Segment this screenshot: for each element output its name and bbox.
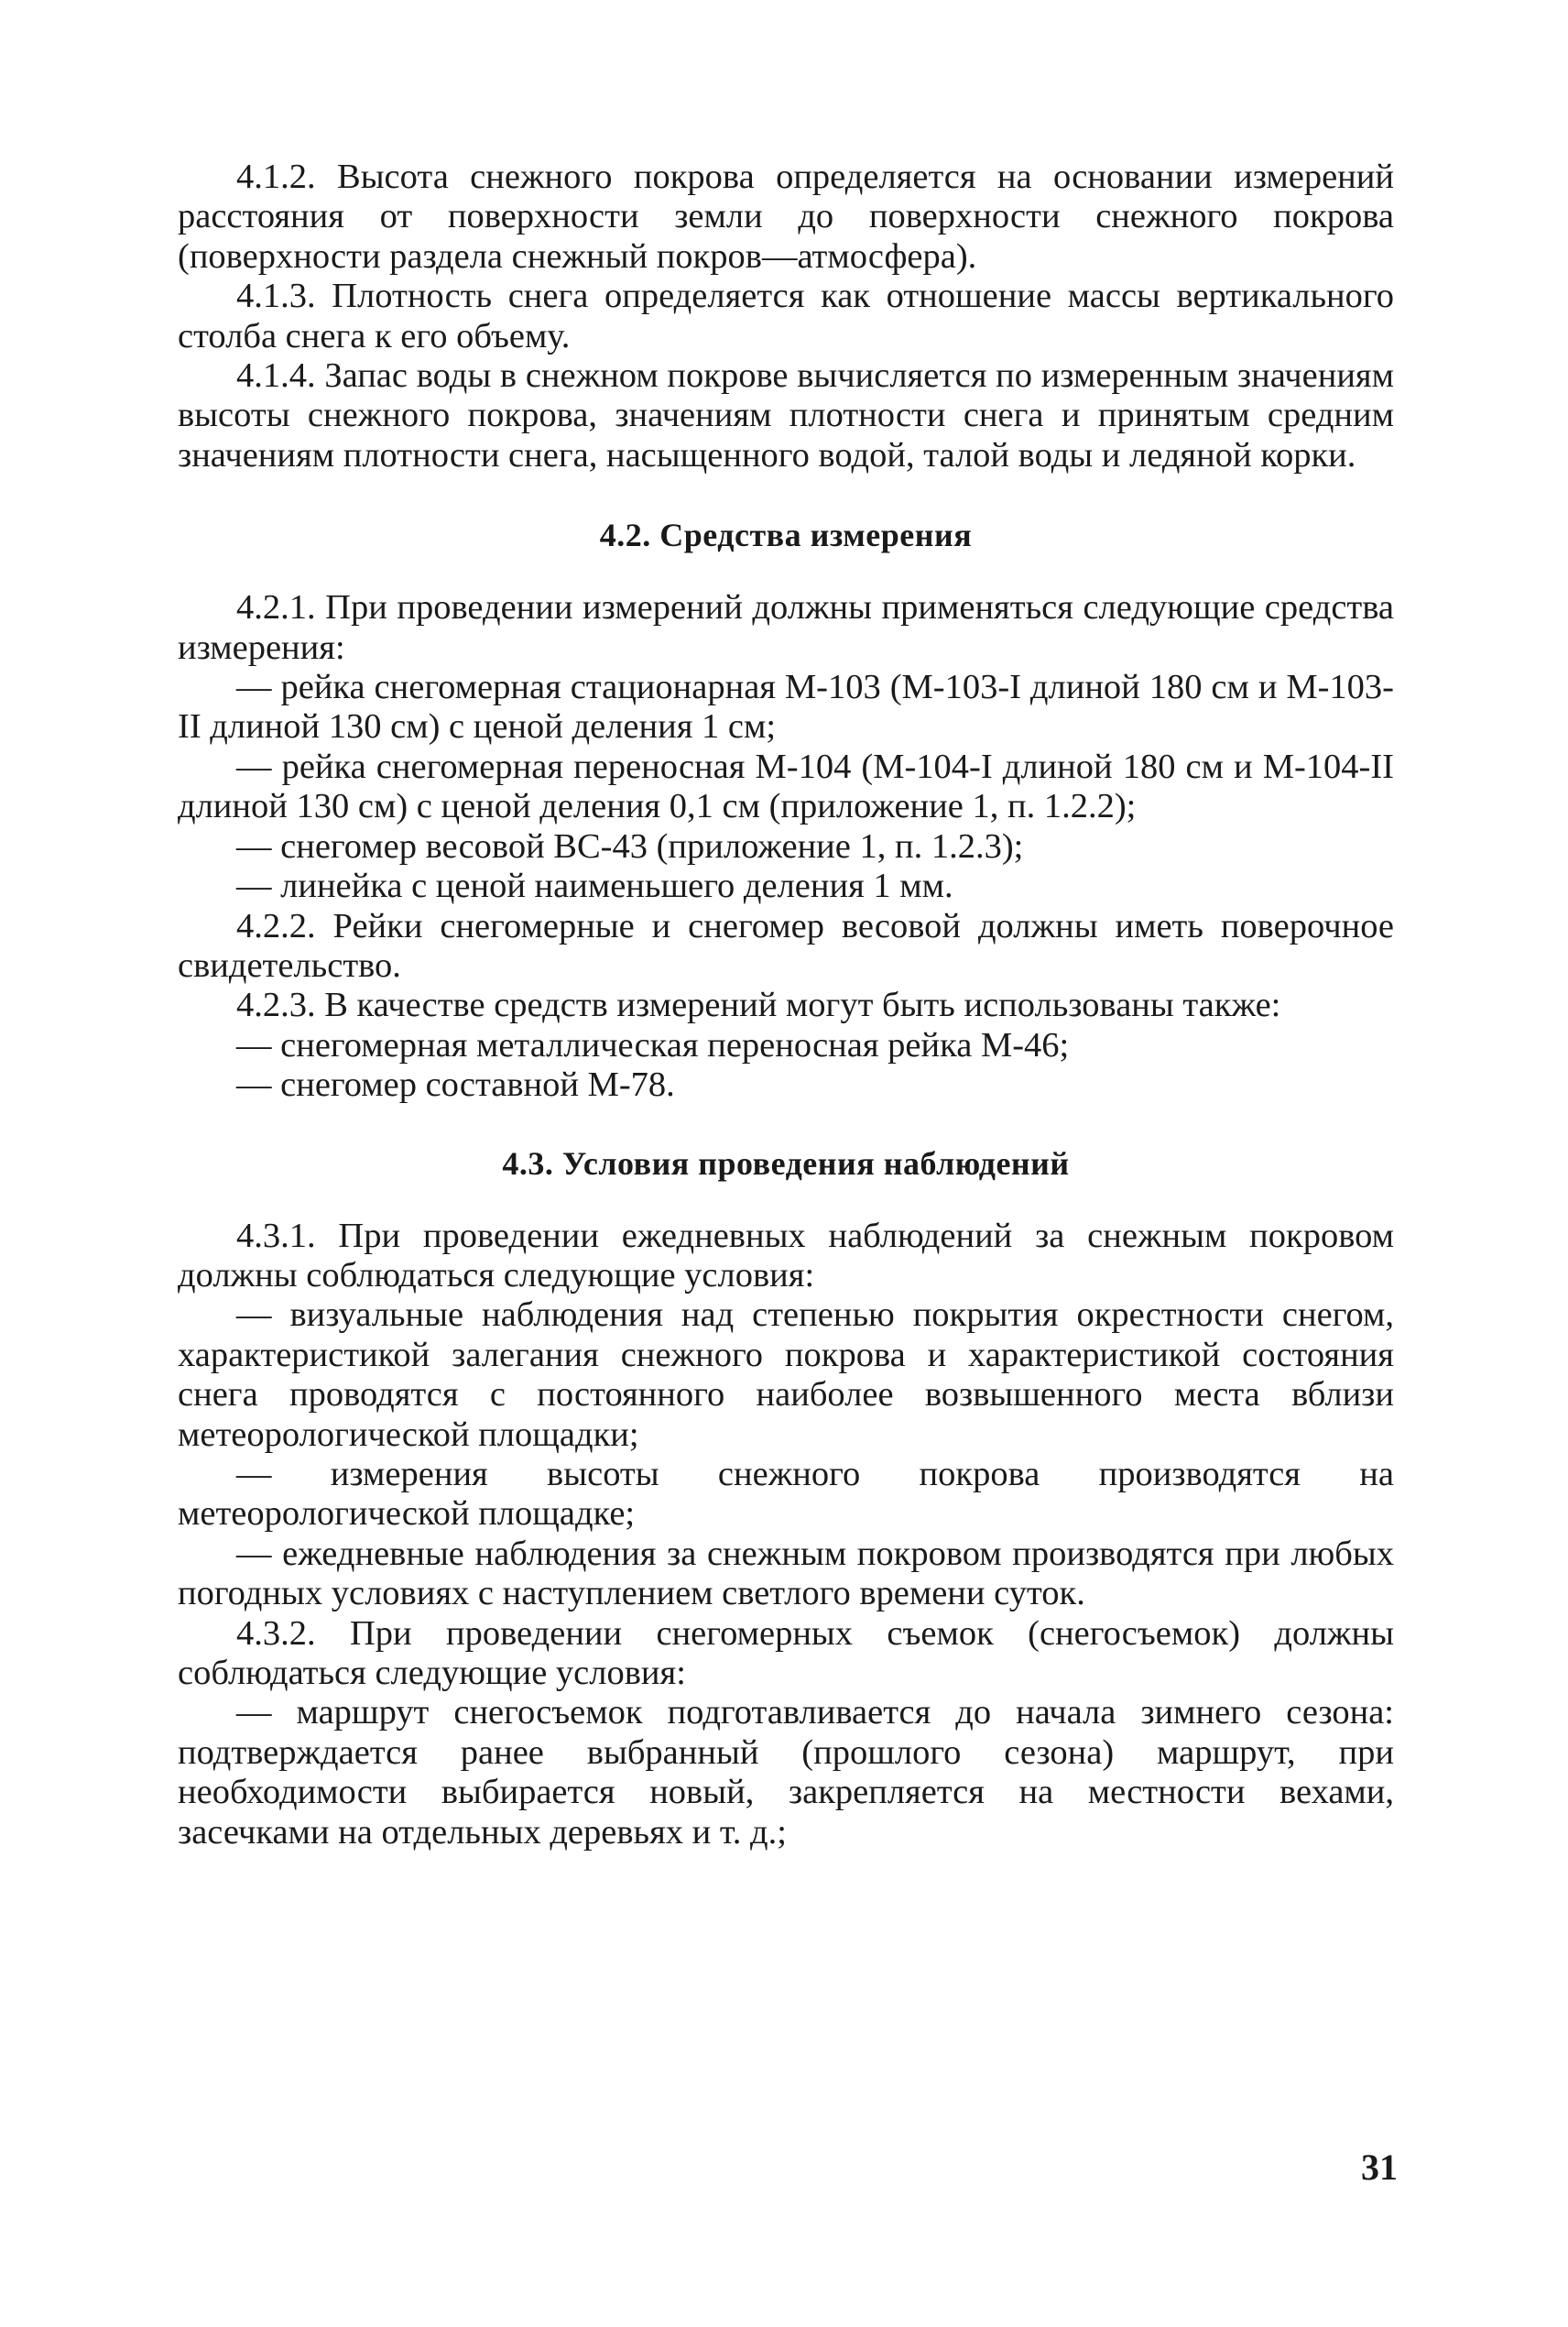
paragraph-4-3-1: 4.3.1. При проведении ежедневных наблюдений за снежным покровом должны соблюдаться следующие условия: [178,1216,1394,1295]
list-item: — рейка снегомерная переносная М-104 (М-104-I длиной 180 см и М-104-II длиной 130 см) с ценой деления 0,1 см (приложение 1, п. 1.2.2); [178,747,1394,826]
paragraph-4-1-3: 4.1.3. Плотность снега определяется как отношение массы вертикального столба снега к его объему. [178,277,1394,355]
paragraph-4-2-3: 4.2.3. В качестве средств измерений могут быть использованы также: [236,986,1281,1025]
paragraph-4-1-4: 4.1.4. Запас воды в снежном покрове вычисляется по измеренным значениям высоты снежного покрова, значениям плотности снега и принятым средним значениям плотности снега, насыщенного водой, талой воды и ледяной корки. [178,356,1394,475]
paragraph-4-2-2: 4.2.2. Рейки снегомерные и снегомер весовой должны иметь поверочное свидетельство. [178,906,1394,985]
list-item: — ежедневные наблюдения за снежным покровом производятся при любых погодных условиях с наступлением светлого времени суток. [178,1534,1394,1613]
list-item: — маршрут снегосъемок подготавливается до начала зимнего сезона: подтверждается ранее выбранный (прошлого сезона) маршрут, при необходимости выбирается новый, закрепляется на местности вехами, засечками на отдельных деревьях и т. д.; [178,1693,1394,1852]
paragraph-4-2-1: 4.2.1. При проведении измерений должны применяться следующие средства измерения: [178,588,1394,667]
page-number: 31 [1361,2147,1398,2188]
section-heading-4-2: 4.2. Средства измерения [599,517,973,554]
list-item: — снегомер составной М-78. [236,1065,675,1105]
list-item: — снегомерная металлическая переносная рейка М-46; [236,1025,1070,1065]
paragraph-4-1-2: 4.1.2. Высота снежного покрова определяется на основании измерений расстояния от поверхности земли до поверхности снежного покрова (поверхности раздела снежный покров—атмосфера). [178,158,1394,276]
list-item: — линейка с ценой наименьшего деления 1 мм. [236,867,953,906]
paragraph-4-3-2: 4.3.2. При проведении снегомерных съемок (снегосъемок) должны соблюдаться следующие условия: [178,1613,1394,1692]
list-item: — рейка снегомерная стационарная М-103 (М-103-I длиной 180 см и М-103-II длиной 130 см) с ценой деления 1 см; [178,668,1394,747]
list-item: — измерения высоты снежного покрова производятся на метеорологической площадке; [178,1454,1394,1534]
list-item: — снегомер весовой ВС-43 (приложение 1, п. 1.2.3); [236,826,1024,866]
section-heading-4-3: 4.3. Условия проведения наблюдений [502,1144,1070,1182]
list-item: — визуальные наблюдения над степенью покрытия окрестности снегом, характеристикой залегания снежного покрова и характеристикой состояния снега проводятся с постоянного наиболее возвышенного места вблизи метеорологической площадки; [178,1295,1394,1454]
